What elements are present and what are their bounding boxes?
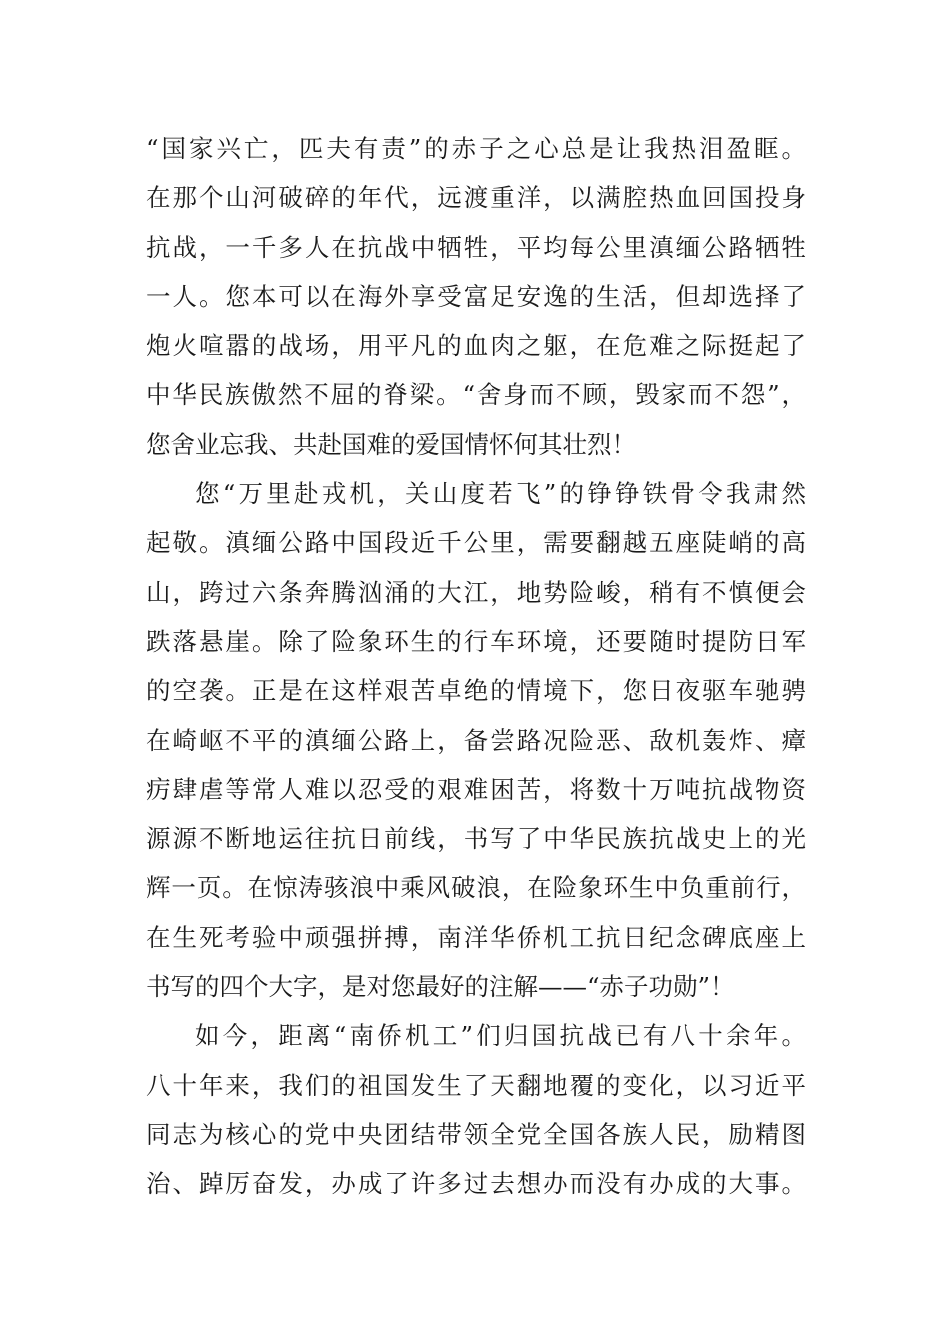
text-line: 八十年来，我们的祖国发生了天翻地覆的变化，以习近平 xyxy=(146,1070,806,1100)
text-line: 炮火喧嚣的战场，用平凡的血肉之躯，在危难之际挺起了 xyxy=(146,331,806,361)
text-line: 辉一页。在惊涛骇浪中乘风破浪，在险象环生中负重前行， xyxy=(146,873,806,903)
body-text xyxy=(146,124,806,1209)
text-line: “国家兴亡，匹夫有责”的赤子之心总是让我热泪盈眶。 xyxy=(146,134,806,163)
text-line: 中华民族傲然不屈的脊梁。“舍身而不顾，毁家而不怨”， xyxy=(146,380,806,410)
text-line: 书写的四个大字，是对您最好的注解——“赤子功勋”！ xyxy=(146,972,735,1002)
text-line: 山，跨过六条奔腾汹涌的大江，地势险峻，稍有不慎便会 xyxy=(146,577,806,607)
text-line: 在那个山河破碎的年代，远渡重洋，以满腔热血回国投身 xyxy=(146,183,806,213)
text-line: 跌落悬崖。除了险象环生的行车环境，还要随时提防日军 xyxy=(146,626,806,656)
text-line: 您舍业忘我、共赴国难的爱国情怀何其壮烈！ xyxy=(146,429,636,459)
text-line: 在崎岖不平的滇缅公路上，备尝路况险恶、敌机轰炸、瘴 xyxy=(146,725,806,755)
text-line: 源源不断地运往抗日前线，书写了中华民族抗战史上的光 xyxy=(146,824,806,854)
text-line: 同志为核心的党中央团结带领全党全国各族人民，励精图 xyxy=(146,1119,806,1149)
text-line: 治、踔厉奋发，办成了许多过去想办而没有办成的大事。 xyxy=(146,1169,806,1199)
text-line: 疠肆虐等常人难以忍受的艰难困苦，将数十万吨抗战物资 xyxy=(146,774,806,804)
text-line: 一人。您本可以在海外享受富足安逸的生活，但却选择了 xyxy=(146,281,806,311)
text-line: 在生死考验中顽强拼搏，南洋华侨机工抗日纪念碑底座上 xyxy=(146,922,806,952)
text-line: 抗战，一千多人在抗战中牺牲，平均每公里滇缅公路牺牲 xyxy=(146,232,806,262)
paragraph-first-line: 如今，距离“南侨机工”们归国抗战已有八十余年。 xyxy=(195,1021,806,1051)
text-line: 起敬。滇缅公路中国段近千公里，需要翻越五座陡峭的高 xyxy=(146,528,806,558)
paragraph-first-line: 您“万里赴戎机，关山度若飞”的铮铮铁骨令我肃然 xyxy=(195,479,806,509)
text-line: 的空袭。正是在这样艰苦卓绝的情境下，您日夜驱车驰骋 xyxy=(146,676,806,706)
